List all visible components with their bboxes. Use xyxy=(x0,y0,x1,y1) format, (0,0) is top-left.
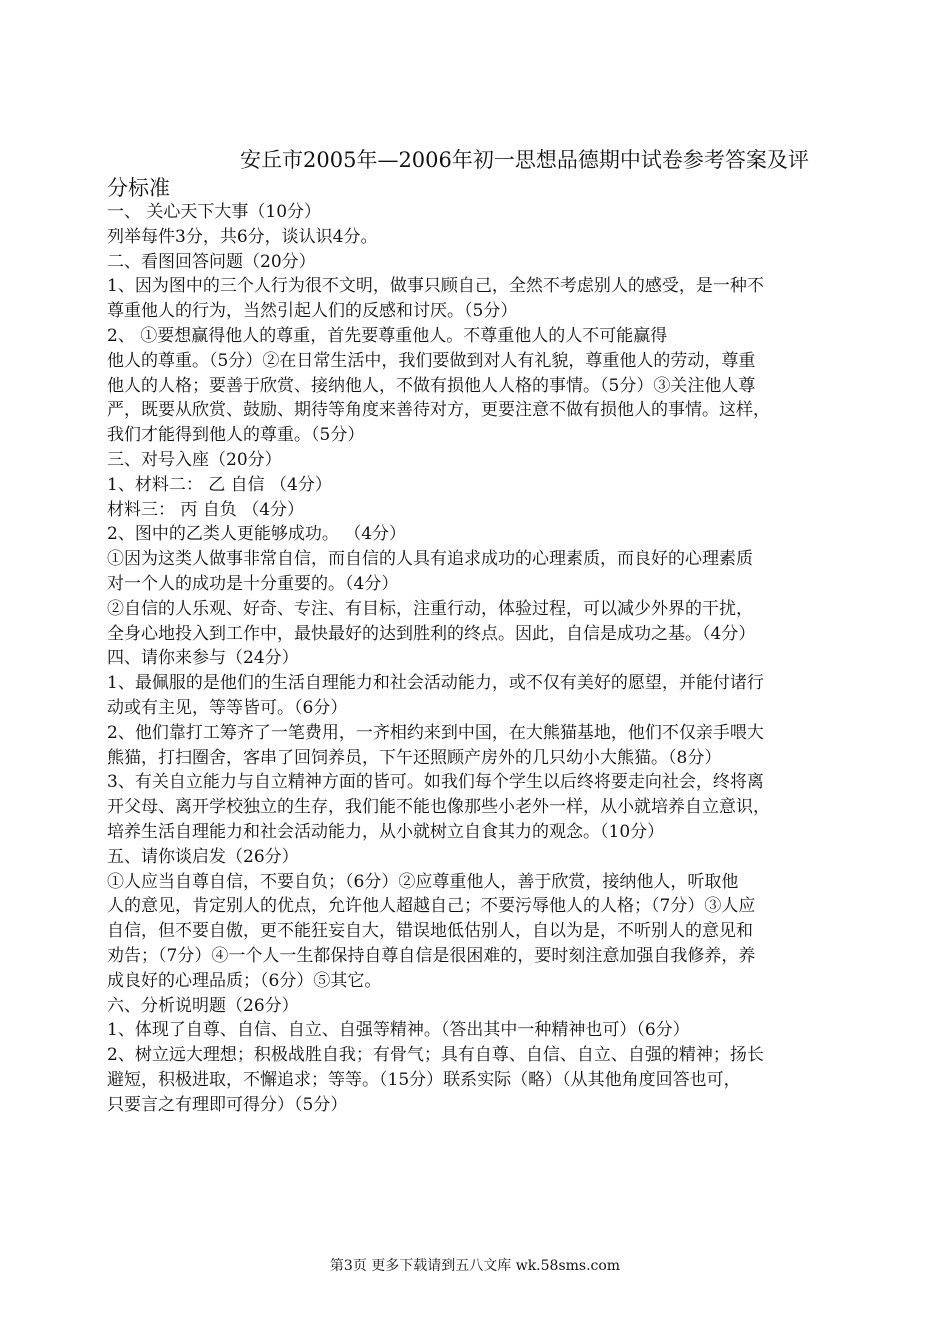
text-line: 全身心地投入到工作中，最快最好的达到胜利的终点。因此，自信是成功之基。（4分） xyxy=(107,624,756,644)
text-line: 成良好的心理品质；（6分）⑤其它。 xyxy=(107,971,382,991)
text-line: 开父母、离开学校独立的生存，我们能不能也像那些小老外一样，从小就培养自立意识， xyxy=(107,797,770,817)
text-line: 对一个人的成功是十分重要的。（4分） xyxy=(107,574,399,594)
text-line: 劝告；（7分）④一个人一生都保持自尊自信是很困难的，要时刻注意加强自我修养，养 xyxy=(107,946,756,966)
text-line: 他人的尊重。（5分）②在日常生活中，我们要做到对人有礼貌，尊重他人的劳动，尊重 xyxy=(107,351,756,371)
text-line: 尊重他人的行为，当然引起人们的反感和讨厌。（5分） xyxy=(107,301,518,321)
text-line: 1、最佩服的是他们的生活自理能力和社会活动能力，或不仅有美好的愿望，并能付诸行 xyxy=(107,673,764,693)
text-line: 三、对号入座（20分） xyxy=(107,450,282,470)
text-line: 人的意见，肯定别人的优点，允许他人超越自己；不要污辱他人的人格；（7分）③人应 xyxy=(107,896,756,916)
text-line: 自信，但不要自傲，更不能狂妄自大，错误地低估别人，自以为是，不听别人的意见和 xyxy=(107,921,753,941)
text-line: 3、有关自立能力与自立精神方面的皆可。如我们每个学生以后终将要走向社会，终将离 xyxy=(107,772,764,792)
text-line: 六、分析说明题（26分） xyxy=(107,996,299,1016)
text-line: ①人应当自尊自信，不要自负；（6分）②应尊重他人，善于欣赏，接纳他人，听取他 xyxy=(107,872,739,892)
text-line: ②自信的人乐观、好奇、专注、有目标，注重行动，体验过程，可以减少外界的干扰， xyxy=(107,599,753,619)
text-line: 2、他们靠打工筹齐了一笔费用，一齐相约来到中国，在大熊猫基地，他们不仅亲手喂大 xyxy=(107,723,764,743)
text-line: 五、请你谈启发（26分） xyxy=(107,847,299,867)
text-line: 避短，积极进取，不懈追求；等等。（15分）联系实际（略）（从其他角度回答也可， xyxy=(107,1070,741,1090)
text-line: 1、体现了自尊、自信、自立、自强等精神。（答出其中一种精神也可）（6分） xyxy=(107,1020,690,1040)
text-line: 材料三： 丙 自负 （4分） xyxy=(107,500,305,520)
text-line: 列举每件3分，共6分，谈认识4分。 xyxy=(107,227,378,247)
text-line: ①因为这类人做事非常自信，而自信的人具有追求成功的心理素质，而良好的心理素质 xyxy=(107,549,753,569)
text-line: 四、请你来参与（24分） xyxy=(107,648,299,668)
text-line: 他人的人格；要善于欣赏、接纳他人，不做有损他人人格的事情。（5分）③关注他人尊 xyxy=(107,376,756,396)
text-line: 熊猫，打扫圈舍，客串了回饲养员，下午还照顾产房外的几只幼小大熊猫。（8分） xyxy=(107,748,722,768)
text-line: 2、树立远大理想；积极战胜自我；有骨气；具有自尊、自信、自立、自强的精神；扬长 xyxy=(107,1045,764,1065)
text-line: 只要言之有理即可得分）（5分） xyxy=(107,1095,348,1115)
text-line: 2、图中的乙类人更能够成功。 （4分） xyxy=(107,524,407,544)
text-line: 动或有主见，等等皆可。（6分） xyxy=(107,698,348,718)
page-footer: 第3页 更多下载请到五八文库 wk.58sms.com xyxy=(329,1258,621,1274)
text-line: 培养生活自理能力和社会活动能力，从小就树立自食其力的观念。（10分） xyxy=(107,822,665,842)
text-line: 1、材料二： 乙 自信 （4分） xyxy=(107,475,332,495)
document-title-line-1: 安丘市2005年—2006年初一思想品德期中试卷参考答案及评 xyxy=(240,148,809,172)
text-line: 一、 关心天下大事（10分） xyxy=(107,202,322,222)
text-line: 我们才能得到他人的尊重。（5分） xyxy=(107,425,365,445)
document-title-line-2: 分标准 xyxy=(107,176,170,200)
text-line: 二、看图回答问题（20分） xyxy=(107,252,316,272)
text-line: 1、因为图中的三个人行为很不文明，做事只顾自己，全然不考虑别人的感受，是一种不 xyxy=(107,276,764,296)
text-line: 2、 ①要想赢得他人的尊重，首先要尊重他人。不尊重他人的人不可能赢得 xyxy=(107,326,668,346)
text-line: 严，既要从欣赏、鼓励、期待等角度来善待对方，更要注意不做有损他人的事情。这样， xyxy=(107,400,770,420)
